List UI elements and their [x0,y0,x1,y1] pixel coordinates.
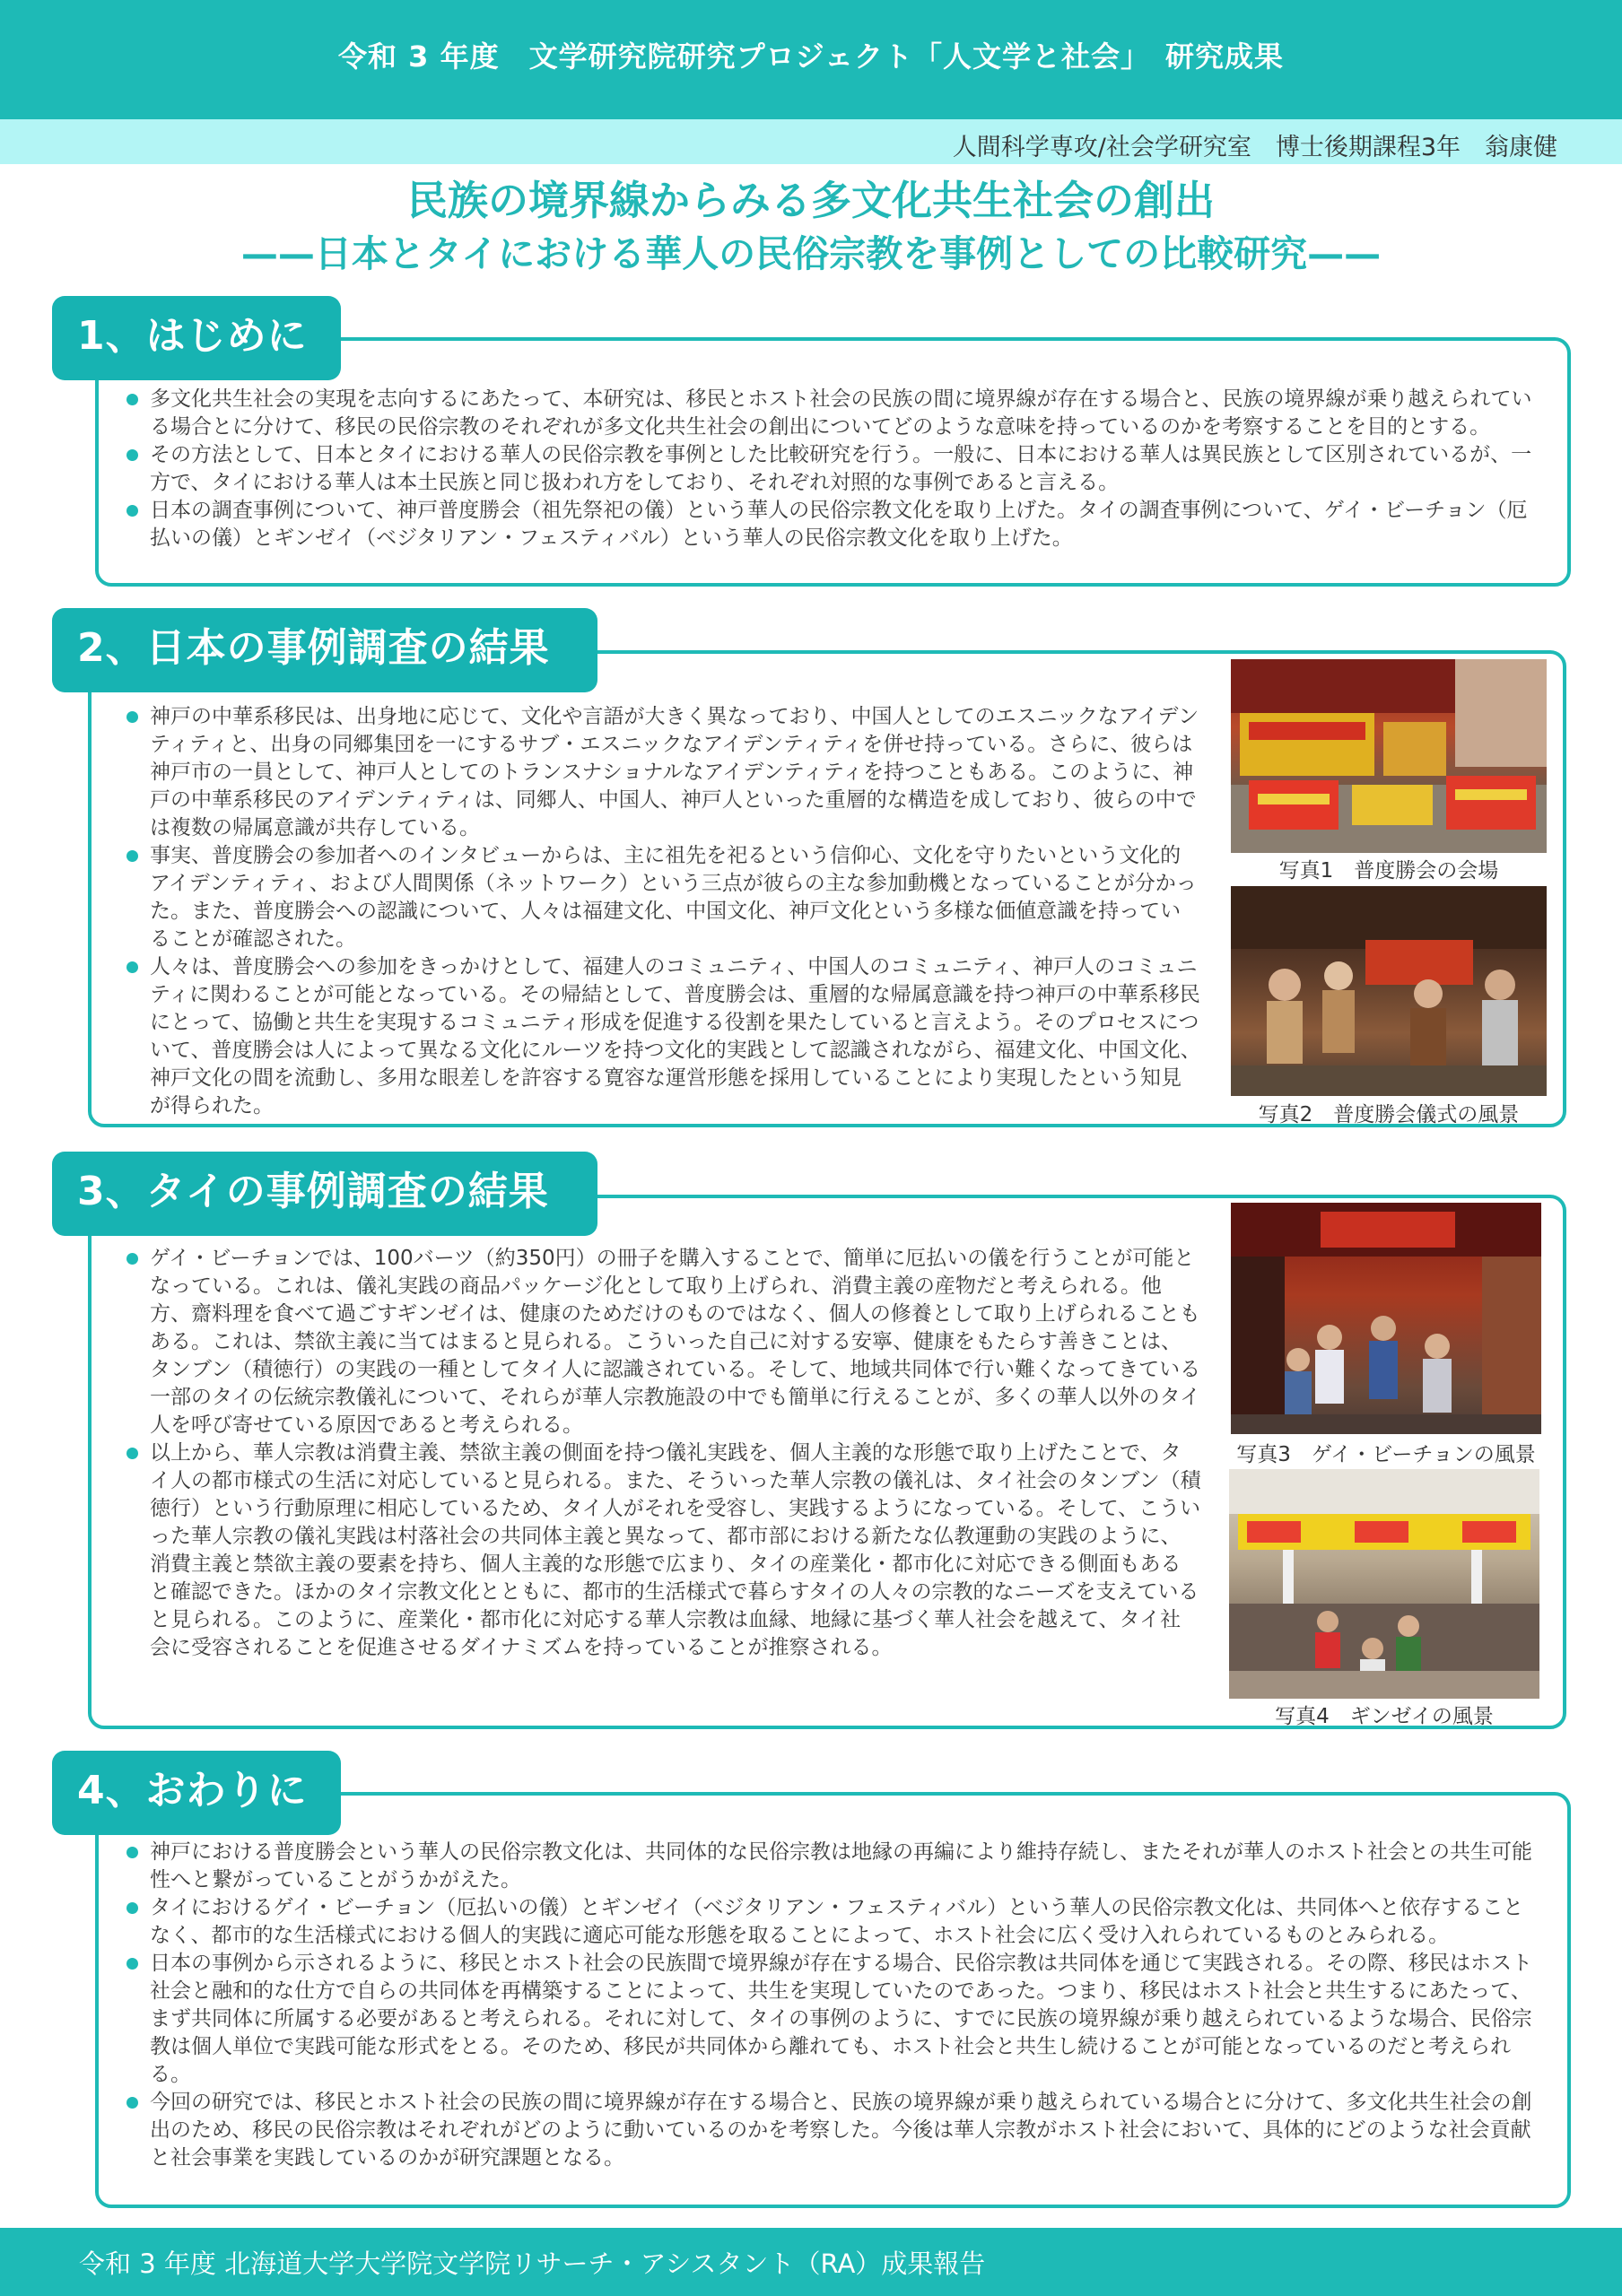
photo-4-caption: 写真4 ギンゼイの風景 [1275,1705,1494,1728]
section-2-bullets [125,703,1201,1120]
list-item: 事実、普度勝会の参加者へのインタビューからは、主に祖先を祀るという信仰心、文化を守りたいという文化的アイデンティティ、および人間関係（ネットワーク）という三点が彼らの主な参加動機となっていることが分かった。また、普度勝会への認識について、人々は福建文化、中国文化、神戸文化という多様な価値意識を持っていることが確認された。 [125,842,1201,953]
author-line: 人間科学専攻/社会学研究室 博士後期課程3年 翁康健 [952,134,1557,161]
sub-title: ——日本とタイにおける華人の民俗宗教を事例としての比較研究—— [240,232,1382,275]
section-1-heading: 1、はじめに [52,296,341,380]
photo-ritual-crowd [1231,886,1547,1096]
temple-hall-illustration [1231,659,1547,853]
section-3-heading: 3、タイの事例調査の結果 [52,1152,597,1236]
photo-dining-hall [1229,1469,1539,1699]
list-item: 神戸の中華系移民は、出身地に応じて、文化や言語が大きく異なっており、中国人としてのエスニックなアイデンティティと、出身の同郷集団を一にするサブ・エスニックなアイデンティティを併せ持っている。さらに、彼らは神戸市の一員として、神戸人としてのトランスナショナルなアイデンティティを持つこともある。このように、神戸の中華系移民のアイデンティティは、同郷人、中国人、神戸人といった重層的な構造を成しており、彼らの中では複数の帰属意識が共存している。 [125,703,1201,842]
shrine-crowd-illustration [1231,1203,1541,1434]
top-banner [0,0,1622,119]
photo-temple-hall [1231,659,1547,853]
list-item: 日本の調査事例について、神戸普度勝会（祖先祭祀の儀）という華人の民俗宗教文化を取り上げた。タイの調査事例について、ゲイ・ビーチョン（厄払いの儀）とギンゼイ（ベジタリアン・フェスティバル）という華人の民俗宗教文化を取り上げた。 [125,497,1542,552]
photo-shrine-crowd [1231,1203,1541,1434]
list-item: 人々は、普度勝会への参加をきっかけとして、福建人のコミュニティ、中国人のコミュニティ、神戸人のコミュニティに関わることが可能となっている。その帰結として、普度勝会は、重層的な帰属意識を持つ神戸の中華系移民にとって、協働と共生を実現するコミュニティ形成を促進する役割を果たしていると言えよう。そのプロセスについて、普度勝会は人によって異なる文化にルーツを持つ文化的実践として認識されながら、福建文化、中国文化、神戸文化の間を流動し、多用な眼差しを許容する寛容な運営形態を採用していることにより実現したという知見が得られた。 [125,953,1201,1120]
footer-text: 令和 3 年度 北海道大学大学院文学院リサーチ・アシスタント（RA）成果報告 [79,2248,986,2279]
list-item: 日本の事例から示されるように、移民とホスト社会の民族間で境界線が存在する場合、民俗宗教は共同体を通じて実践される。その際、移民はホスト社会と融和的な仕方で自らの共同体を再構築することによって、共生を実現していたのであった。つまり、移民はホスト社会と共生するにあたって、まず共同体に所属する必要があると考えられる。それに対して、タイの事例のように、すでに民族の境界線が乗り越えられているような場合、民俗宗教は個人単位で実践可能な形式をとる。そのため、移民が共同体から離れても、ホスト社会と共生し続けることが可能となっているのだと考えられる。 [125,1950,1542,2089]
list-item: 多文化共生社会の実現を志向するにあたって、本研究は、移民とホスト社会の民族の間に境界線が存在する場合と、民族の境界線が乗り越えられている場合とに分けて、移民の民俗宗教のそれぞれが多文化共生社会の創出についてどのような意味を持っているのかを考察することを目的とする。 [125,386,1542,441]
list-item: 今回の研究では、移民とホスト社会の民族の間に境界線が存在する場合と、民族の境界線が乗り越えられている場合とに分けて、多文化共生社会の創出のため、移民の民俗宗教はそれぞれがどのように動いているのかを考察した。今後は華人宗教がホスト社会において、具体的にどのような社会貢献と社会事業を実践しているのかが研究課題となる。 [125,2089,1542,2172]
ritual-crowd-illustration [1231,886,1547,1096]
list-item: タイにおけるゲイ・ビーチョン（厄払いの儀）とギンゼイ（ベジタリアン・フェスティバル）という華人の民俗宗教文化は、共同体へと依存することなく、都市的な生活様式における個人的実践に適応可能な形態を取ることによって、ホスト社会に広く受け入れられているものとみられる。 [125,1894,1542,1950]
main-title: 民族の境界線からみる多文化共生社会の創出 [406,177,1215,224]
section-3-bullets [125,1245,1201,1662]
list-item: その方法として、日本とタイにおける華人の民俗宗教を事例とした比較研究を行う。一般に、日本における華人は異民族として区別されているが、一方で、タイにおける華人は本土民族と同じ扱われ方をしており、それぞれ対照的な事例であると言える。 [125,441,1542,497]
section-1-bullets [125,386,1542,552]
section-4-bullets [125,1839,1542,2172]
section-2-heading: 2、日本の事例調査の結果 [52,608,597,692]
project-title: 令和 3 年度 文学研究院研究プロジェクト「人文学と社会」 研究成果 [338,39,1284,74]
list-item: 以上から、華人宗教は消費主義、禁欲主義の側面を持つ儀礼実践を、個人主義的な形態で取り上げたことで、タイ人の都市様式の生活に対応していると見られる。また、そういった華人宗教の儀礼は、タイ社会のタンブン（積徳行）という行動原理に相応しているため、タイ人がそれを受容し、実践するようになっている。そして、こういった華人宗教の儀礼実践は村落社会の共同体主義と異なって、都市部における新たな仏教運動の実践のように、消費主義と禁欲主義の要素を持ち、個人主義的な形態で広まり、タイの産業化・都市化に対応できる側面もあると確認できた。ほかのタイ宗教文化とともに、都市的生活様式で暮らすタイの人々の宗教的なニーズを支えていると見られる。このように、産業化・都市化に対応する華人宗教は血縁、地縁に基づく華人社会を越えて、タイ社会に受容されることを促進させるダイナミズムを持っていることが推察される。 [125,1439,1201,1662]
author-bar [0,119,1622,164]
photo-3-caption: 写真3 ゲイ・ビーチョンの風景 [1236,1443,1536,1466]
dining-hall-illustration [1229,1469,1539,1699]
section-4-heading: 4、おわりに [52,1751,341,1835]
bottom-banner [0,2228,1622,2296]
list-item: 神戸における普度勝会という華人の民俗宗教文化は、共同体的な民俗宗教は地縁の再編により維持存続し、またそれが華人のホスト社会との共生可能性へと繋がっていることがうかがえた。 [125,1839,1542,1894]
photo-1-caption: 写真1 普度勝会の会場 [1278,859,1499,883]
photo-2-caption: 写真2 普度勝会儀式の風景 [1258,1103,1520,1126]
list-item: ゲイ・ビーチョンでは、100バーツ（約350円）の冊子を購入することで、簡単に厄払いの儀を行うことが可能となっている。これは、儀礼実践の商品パッケージ化として取り上げられ、消費主義の産物だと考えられる。他方、齋料理を食べて過ごすギンゼイは、健康のためだけのものではなく、個人の修養として取り上げられることもある。これは、禁欲主義に当てはまると見られる。こういった自己に対する安寧、健康をもたらす善きことは、タンブン（積徳行）の実践の一種としてタイ人に認識されている。そして、地域共同体で行い難くなってきている一部のタイの伝統宗教儀礼について、それらが華人宗教施設の中でも簡単に行えることが、多くの華人以外のタイ人を呼び寄せている原因であると考えられる。 [125,1245,1201,1439]
